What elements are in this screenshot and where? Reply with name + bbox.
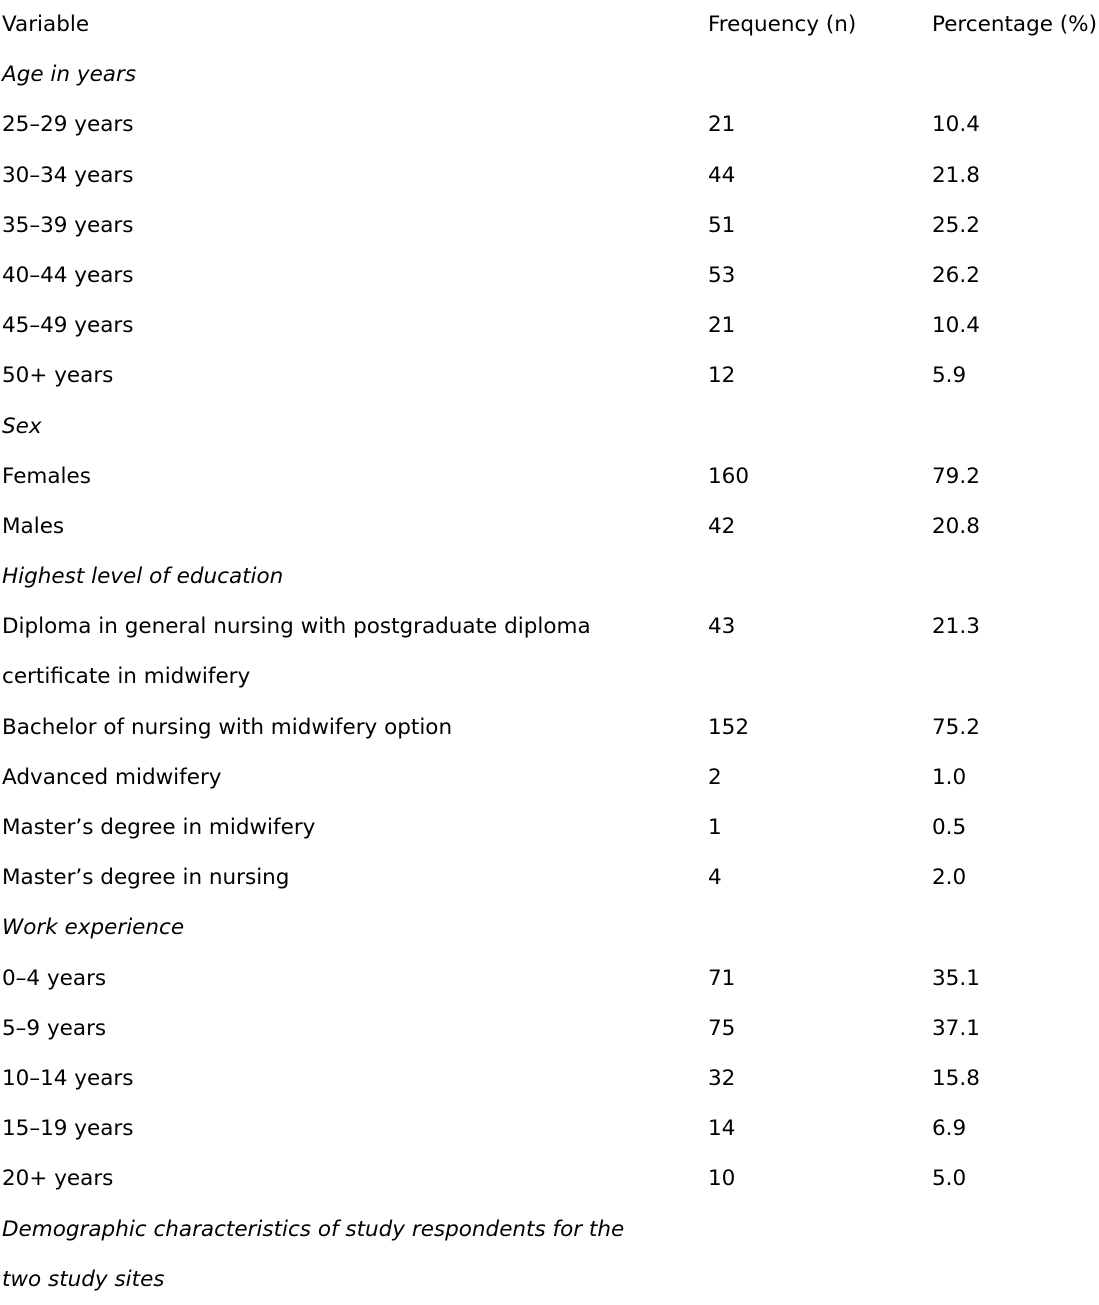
variable-cell: 25–29 years xyxy=(2,112,134,138)
frequency-cell: 75 xyxy=(708,1015,736,1041)
table-body xyxy=(2,50,1099,1305)
frequency-cell: 51 xyxy=(708,212,736,238)
percentage-cell: 15.8 xyxy=(932,1065,980,1091)
frequency-cell: 1 xyxy=(708,815,722,841)
frequency-cell: 43 xyxy=(708,614,736,640)
variable-cell: 40–44 years xyxy=(2,262,134,288)
frequency-cell: 14 xyxy=(708,1116,736,1142)
frequency-cell: 21 xyxy=(708,112,736,138)
table-header-row xyxy=(2,0,1099,50)
percentage-cell: 6.9 xyxy=(932,1116,967,1142)
percentage-cell: 75.2 xyxy=(932,714,980,740)
percentage-cell: 10.4 xyxy=(932,112,980,138)
frequency-cell: 2 xyxy=(708,764,722,790)
table-caption-row xyxy=(2,1205,1099,1305)
variable-cell: Advanced midwifery xyxy=(2,764,222,790)
percentage-cell: 21.8 xyxy=(932,162,980,188)
table-row xyxy=(2,351,1099,401)
frequency-cell: 12 xyxy=(708,363,736,389)
frequency-cell: 71 xyxy=(708,965,736,991)
percentage-cell: 5.9 xyxy=(932,363,967,389)
header-frequency: Frequency (n) xyxy=(708,12,857,37)
table-row xyxy=(2,100,1099,150)
section-header-row xyxy=(2,903,1099,953)
variable-cell: 30–34 years xyxy=(2,162,134,188)
table-row xyxy=(2,602,1099,702)
section-label: Work experience xyxy=(2,915,185,941)
frequency-cell: 10 xyxy=(708,1166,736,1192)
table-row xyxy=(2,954,1099,1004)
variable-cell: Master’s degree in nursing xyxy=(2,865,290,891)
percentage-cell: 20.8 xyxy=(932,513,980,539)
table-row xyxy=(2,803,1099,853)
percentage-cell: 26.2 xyxy=(932,262,980,288)
section-header-row xyxy=(2,402,1099,452)
percentage-cell: 2.0 xyxy=(932,865,967,891)
table-row xyxy=(2,1104,1099,1154)
variable-cell: 0–4 years xyxy=(2,965,107,991)
percentage-cell: 35.1 xyxy=(932,965,980,991)
demographics-table xyxy=(2,0,1099,1305)
frequency-cell: 152 xyxy=(708,714,750,740)
percentage-cell: 0.5 xyxy=(932,815,967,841)
table-row xyxy=(2,1154,1099,1204)
frequency-cell: 44 xyxy=(708,162,736,188)
percentage-cell: 21.3 xyxy=(932,614,980,640)
frequency-cell: 42 xyxy=(708,513,736,539)
section-header-row xyxy=(2,50,1099,100)
header-percentage: Percentage (%) xyxy=(932,12,1097,37)
table-row xyxy=(2,452,1099,502)
frequency-cell: 4 xyxy=(708,865,722,891)
variable-cell: 15–19 years xyxy=(2,1116,134,1142)
table-row xyxy=(2,703,1099,753)
variable-cell: 35–39 years xyxy=(2,212,134,238)
frequency-cell: 32 xyxy=(708,1065,736,1091)
variable-cell: Bachelor of nursing with midwifery option xyxy=(2,714,453,740)
table-row xyxy=(2,251,1099,301)
variable-cell: 20+ years xyxy=(2,1166,114,1192)
variable-cell: Males xyxy=(2,513,65,539)
variable-cell: 5–9 years xyxy=(2,1015,107,1041)
table-row xyxy=(2,753,1099,803)
table-row xyxy=(2,502,1099,552)
percentage-cell: 25.2 xyxy=(932,212,980,238)
section-label: Highest level of education xyxy=(2,564,284,590)
table-caption: Demographic characteristics of study respondents for the two study sites xyxy=(2,1216,625,1292)
variable-cell: Females xyxy=(2,463,91,489)
frequency-cell: 21 xyxy=(708,313,736,339)
variable-cell: 10–14 years xyxy=(2,1065,134,1091)
frequency-cell: 160 xyxy=(708,463,750,489)
percentage-cell: 37.1 xyxy=(932,1015,980,1041)
table-row xyxy=(2,301,1099,351)
section-label: Age in years xyxy=(2,62,137,88)
table-row xyxy=(2,1004,1099,1054)
table-row xyxy=(2,151,1099,201)
section-label: Sex xyxy=(2,413,42,439)
variable-cell: Diploma in general nursing with postgraduate diploma certificate in midwifery xyxy=(2,614,591,690)
frequency-cell: 53 xyxy=(708,262,736,288)
variable-cell: 50+ years xyxy=(2,363,114,389)
percentage-cell: 10.4 xyxy=(932,313,980,339)
table-row xyxy=(2,1054,1099,1104)
percentage-cell: 1.0 xyxy=(932,764,967,790)
variable-cell: Master’s degree in midwifery xyxy=(2,815,316,841)
table-row xyxy=(2,853,1099,903)
section-header-row xyxy=(2,552,1099,602)
table-row xyxy=(2,201,1099,251)
variable-cell: 45–49 years xyxy=(2,313,134,339)
header-variable: Variable xyxy=(2,12,90,37)
percentage-cell: 79.2 xyxy=(932,463,980,489)
percentage-cell: 5.0 xyxy=(932,1166,967,1192)
